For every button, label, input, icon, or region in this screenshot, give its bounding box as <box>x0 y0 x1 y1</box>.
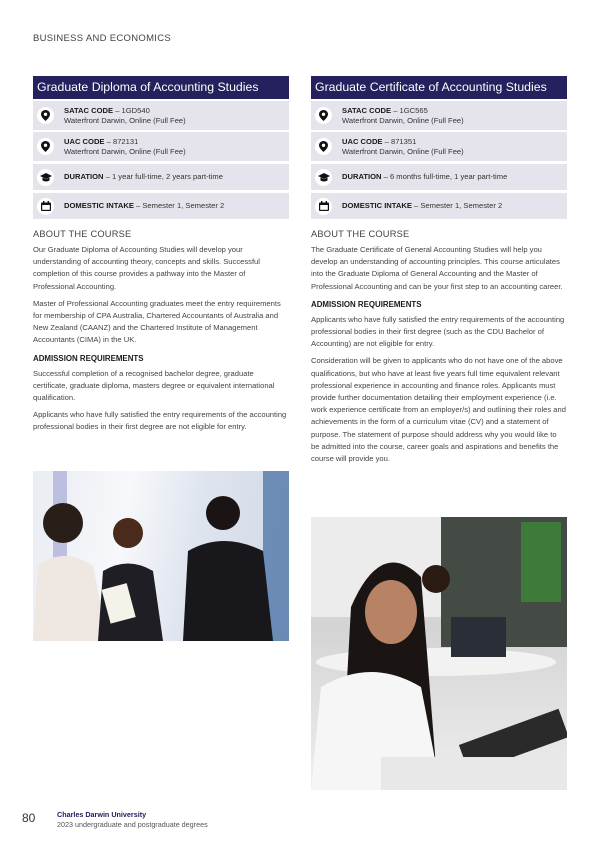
duration-value: 6 months full-time, 1 year part-time <box>389 172 508 181</box>
students-photo <box>33 471 289 641</box>
duration-row <box>311 164 567 190</box>
about-heading: ABOUT THE COURSE <box>33 229 132 239</box>
pin-icon <box>37 138 54 155</box>
uac-text: UAC CODE – 871351 Waterfront Darwin, Online (Full Fee) <box>342 136 464 156</box>
pin-icon-glyph <box>41 110 50 121</box>
calendar-icon-glyph <box>319 201 329 211</box>
uac-label: UAC CODE <box>64 136 105 146</box>
satac-row <box>311 101 567 130</box>
student-computer-illustration <box>311 517 567 790</box>
duration-value: 1 year full-time, 2 years part-time <box>111 172 223 181</box>
intake-text: DOMESTIC INTAKE – Semester 1, Semester 2 <box>342 201 503 210</box>
admission-paragraph: Applicants who have fully satisfied the entry requirements of the accounting professional bodies in their first degree are not eligible for entry. <box>33 410 287 432</box>
satac-code: 1GC565 <box>399 105 428 115</box>
footer-university: Charles Darwin University <box>57 810 147 819</box>
satac-row <box>33 101 289 130</box>
uac-text: UAC CODE – 872131 Waterfront Darwin, Online (Full Fee) <box>64 136 186 156</box>
pin-icon <box>315 138 332 155</box>
satac-label: SATAC CODE <box>342 105 392 115</box>
pin-icon-glyph <box>319 141 328 152</box>
intake-value: Semester 1, Semester 2 <box>420 201 503 210</box>
graduation-cap-icon-glyph <box>318 173 330 182</box>
uac-code: 872131 <box>112 136 139 146</box>
duration-row <box>33 164 289 190</box>
pin-icon <box>315 107 332 124</box>
intake-label: DOMESTIC INTAKE <box>64 201 134 210</box>
intake-label: DOMESTIC INTAKE <box>342 201 412 210</box>
course-column-diploma <box>33 76 289 434</box>
graduation-cap-icon-glyph <box>40 173 52 182</box>
uac-location: Waterfront Darwin, Online (Full Fee) <box>64 146 186 156</box>
uac-row <box>33 132 289 161</box>
calendar-icon-glyph <box>41 201 51 211</box>
calendar-icon <box>315 198 332 215</box>
course-title: Graduate Certificate of Accounting Studies <box>311 76 567 99</box>
satac-code: 1GD540 <box>121 105 150 115</box>
admission-heading: ADMISSION REQUIREMENTS <box>311 299 422 309</box>
section-label: BUSINESS AND ECONOMICS <box>33 33 172 44</box>
calendar-icon <box>37 198 54 215</box>
pin-icon <box>37 107 54 124</box>
uac-row <box>311 132 567 161</box>
intake-value: Semester 1, Semester 2 <box>142 201 225 210</box>
satac-label: SATAC CODE <box>64 105 114 115</box>
intake-text: DOMESTIC INTAKE – Semester 1, Semester 2 <box>64 201 225 210</box>
graduation-cap-icon <box>37 169 54 186</box>
about-heading: ABOUT THE COURSE <box>311 229 410 239</box>
pin-icon-glyph <box>319 110 328 121</box>
admission-paragraph: Applicants who have fully satisfied the entry requirements of the accounting professional bodies in their first degree (such as the CDU Bachelor of Accounting) are not eligible for entry. <box>311 314 565 349</box>
students-photo-illustration <box>33 471 289 641</box>
about-paragraph: Master of Professional Accounting graduates meet the entry requirements for membership of CPA Australia, Chartered Accountants of Australia and New Zealand (CAANZ) and the Chartered Institute of Management Accountants (CIMA) in the UK. <box>33 298 281 345</box>
page-number: 80 <box>22 811 36 825</box>
footer-publication: 2023 undergraduate and postgraduate degrees <box>57 820 208 829</box>
admission-paragraph: Consideration will be given to applicants who do not have one of the above qualifications, but who have at least five years full time equivalent relevant professional experience in accounting and finance roles. Applicants must provide further documentation detailing their employment experience (i.e. work experience certificate from an employer/s) and outlining their roles and achievements in the form of a curriculum vitae (CV) and a statement of purpose. The statement of purpose should address why you would like to be admitted into the course, career goals and aspirations and benefits the course will provide you. <box>311 356 566 464</box>
student-computer-photo <box>311 517 567 790</box>
duration-label: DURATION <box>342 172 382 181</box>
admission-paragraph: Successful completion of a recognised bachelor degree, graduate certificate, graduate diploma, masters degree or equivalent international qualification. <box>33 368 275 403</box>
about-paragraph: The Graduate Certificate of General Accounting Studies will help you develop an understanding of accounting principles. This course articulates into the Graduate Diploma of General Accounting and the Master of Professional Accounting and can be your first step to an accounting career. <box>311 245 563 291</box>
satac-location: Waterfront Darwin, Online (Full Fee) <box>64 115 186 125</box>
course-column-certificate <box>311 76 567 465</box>
uac-location: Waterfront Darwin, Online (Full Fee) <box>342 146 464 156</box>
admission-heading: ADMISSION REQUIREMENTS <box>33 353 144 363</box>
satac-text: SATAC CODE – 1GD540 Waterfront Darwin, Online (Full Fee) <box>64 105 186 125</box>
satac-location: Waterfront Darwin, Online (Full Fee) <box>342 115 464 125</box>
graduation-cap-icon <box>315 169 332 186</box>
course-title: Graduate Diploma of Accounting Studies <box>33 76 289 99</box>
intake-row <box>33 193 289 219</box>
about-paragraph: Our Graduate Diploma of Accounting Studies will develop your understanding of accounting theory, concepts and skills. Successful completion of this course provides a pathway into the Master of Professional Accounting. <box>33 245 260 291</box>
duration-text: DURATION – 6 months full-time, 1 year part-time <box>342 172 508 181</box>
uac-label: UAC CODE <box>342 136 383 146</box>
duration-text: DURATION – 1 year full-time, 2 years part-time <box>64 172 223 181</box>
uac-code: 871351 <box>390 136 417 146</box>
satac-text: SATAC CODE – 1GC565 Waterfront Darwin, Online (Full Fee) <box>342 105 464 125</box>
pin-icon-glyph <box>41 141 50 152</box>
duration-label: DURATION <box>64 172 104 181</box>
intake-row <box>311 193 567 219</box>
